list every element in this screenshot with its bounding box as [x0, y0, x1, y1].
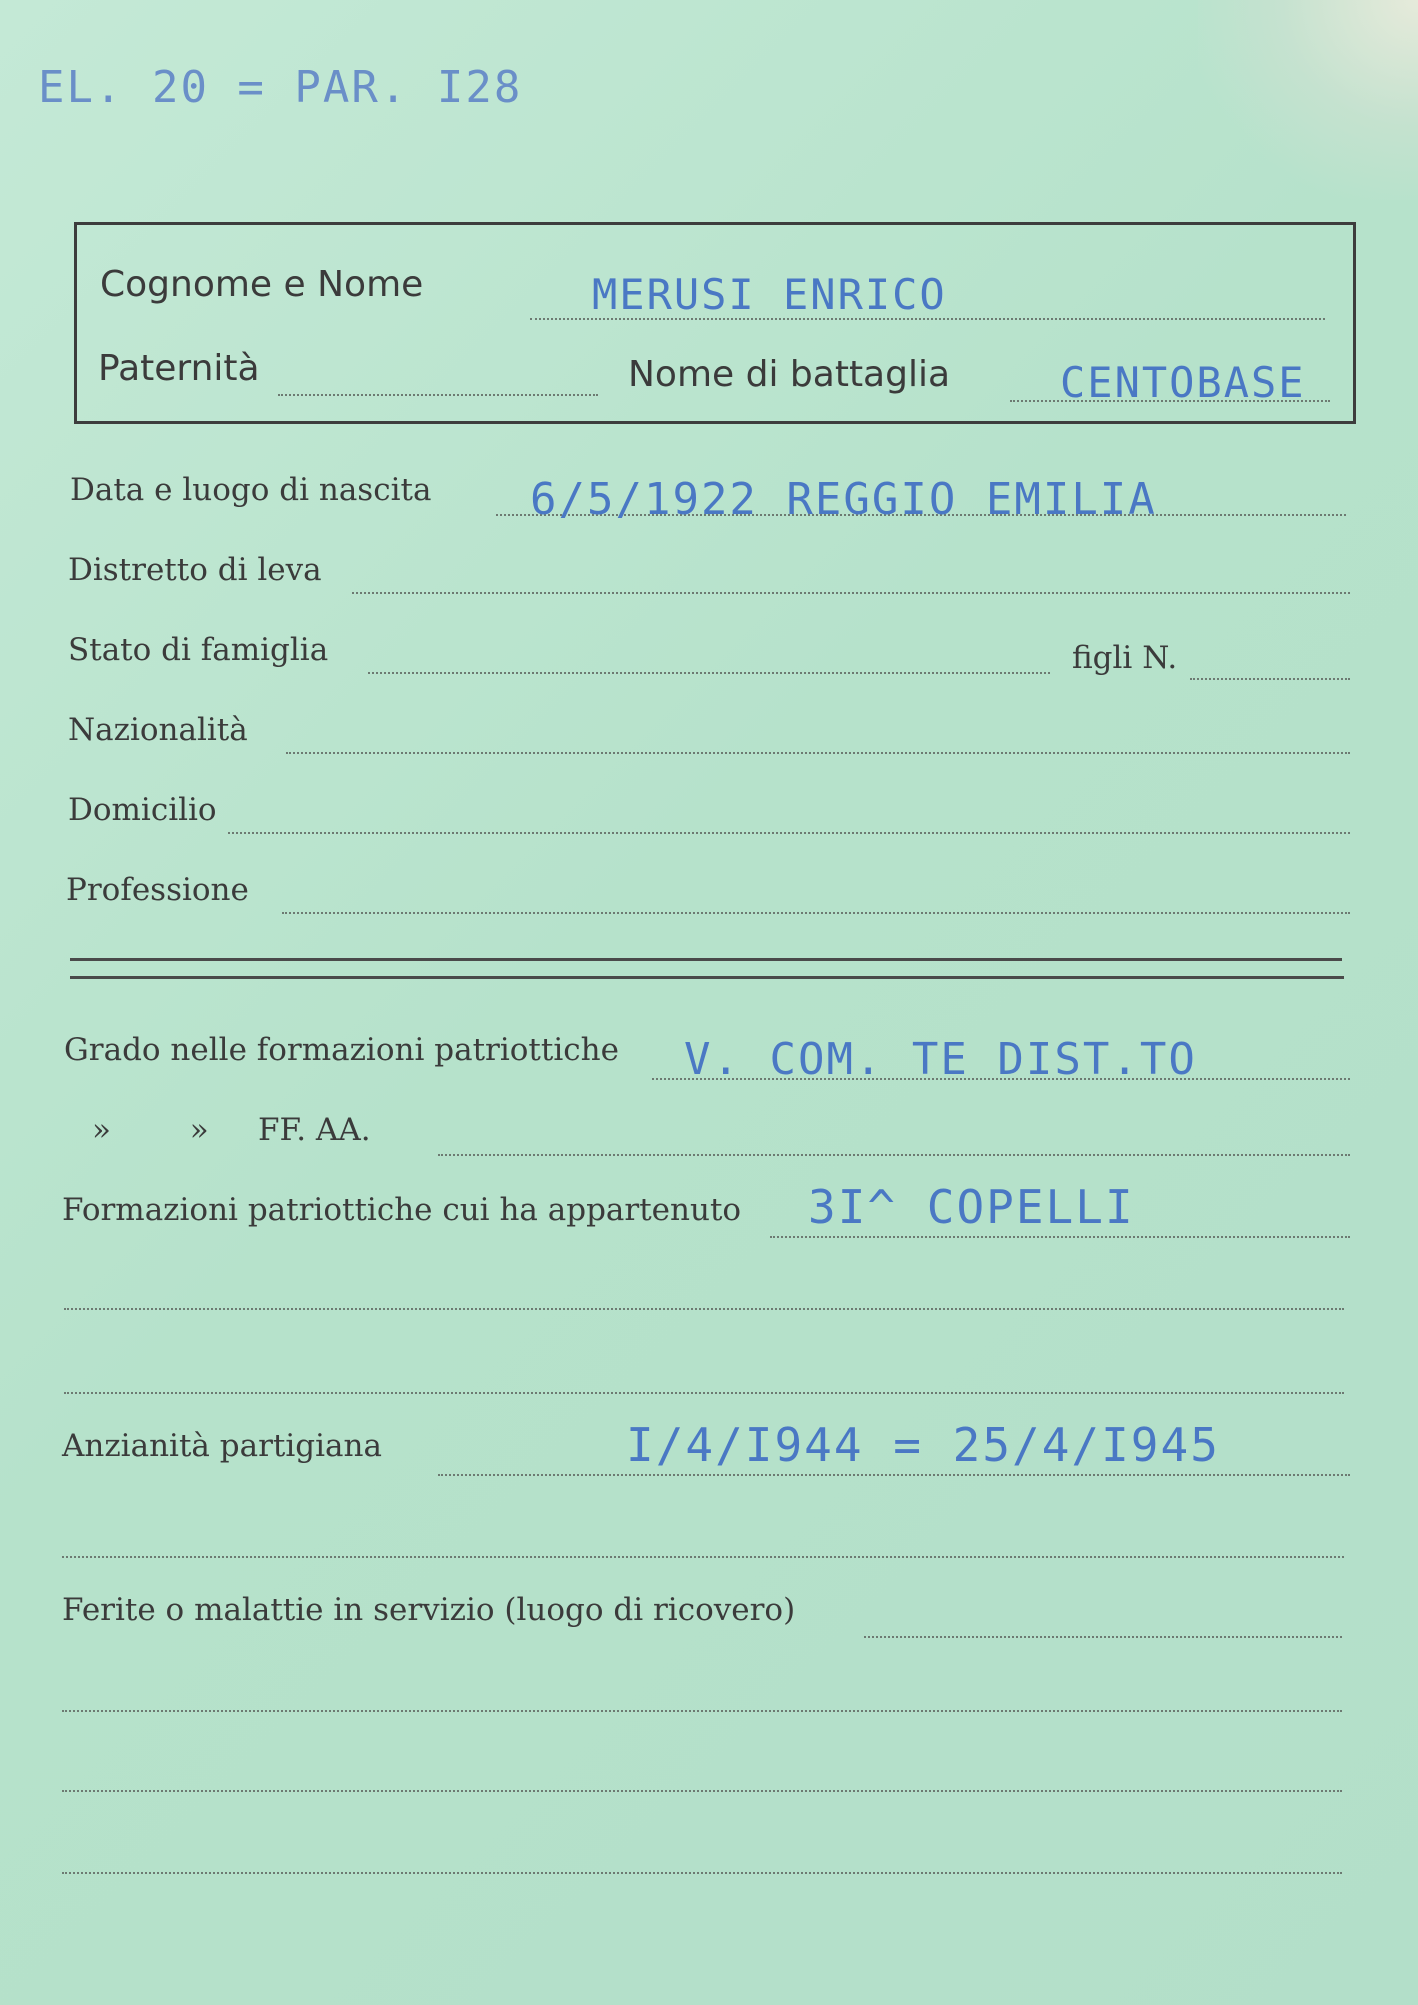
reference-number: EL. 20 = PAR. I28: [38, 62, 523, 113]
rank-label: Grado nelle formazioni patriottiche: [64, 1032, 619, 1068]
domicile-line[interactable]: [228, 832, 1350, 834]
seniority-label: Anzianità partigiana: [62, 1428, 382, 1464]
formations-extra-line-2[interactable]: [64, 1392, 1344, 1394]
district-line[interactable]: [352, 592, 1350, 594]
wounds-extra-line-2[interactable]: [62, 1790, 1342, 1792]
paternity-label: Paternità: [98, 348, 260, 389]
battle-name-value[interactable]: CENTOBASE: [1060, 358, 1306, 407]
wounds-extra-line-1[interactable]: [62, 1710, 1342, 1712]
rank-value[interactable]: V. COM. TE DIST.TO: [684, 1034, 1197, 1085]
family-label: Stato di famiglia: [68, 632, 329, 668]
wounds-line[interactable]: [864, 1636, 1342, 1638]
children-line[interactable]: [1190, 678, 1350, 680]
children-label: figli N.: [1072, 640, 1178, 676]
formations-label: Formazioni patriottiche cui ha appartenuto: [62, 1192, 742, 1228]
section-divider-bottom: [70, 976, 1344, 979]
nationality-line[interactable]: [286, 752, 1350, 754]
nationality-label: Nazionalità: [68, 712, 248, 748]
seniority-extra-line[interactable]: [62, 1556, 1344, 1558]
district-label: Distretto di leva: [68, 552, 322, 588]
name-value[interactable]: MERUSI ENRICO: [592, 270, 947, 319]
name-label: Cognome e Nome: [100, 264, 424, 305]
family-line[interactable]: [368, 672, 1050, 674]
section-divider-top: [70, 958, 1342, 961]
worn-corner: [1198, 0, 1418, 200]
paternity-line[interactable]: [278, 394, 598, 396]
formations-line: [770, 1236, 1350, 1238]
profession-label: Professione: [66, 872, 249, 908]
wounds-label: Ferite o malattie in servizio (luogo di ricovero): [62, 1592, 796, 1628]
seniority-line: [438, 1474, 1350, 1476]
ffaa-line[interactable]: [438, 1154, 1350, 1156]
seniority-value[interactable]: I/4/I944 = 25/4/I945: [626, 1418, 1220, 1472]
profession-line[interactable]: [282, 912, 1350, 914]
birth-label: Data e luogo di nascita: [70, 472, 432, 508]
ffaa-label: » » FF. AA.: [92, 1112, 371, 1148]
battle-name-label: Nome di battaglia: [628, 354, 951, 395]
formations-extra-line-1[interactable]: [64, 1308, 1344, 1310]
wounds-extra-line-3[interactable]: [62, 1872, 1342, 1874]
formations-value[interactable]: 3I^ COPELLI: [808, 1180, 1135, 1234]
domicile-label: Domicilio: [68, 792, 217, 828]
birth-value[interactable]: 6/5/1922 REGGIO EMILIA: [530, 474, 1157, 525]
